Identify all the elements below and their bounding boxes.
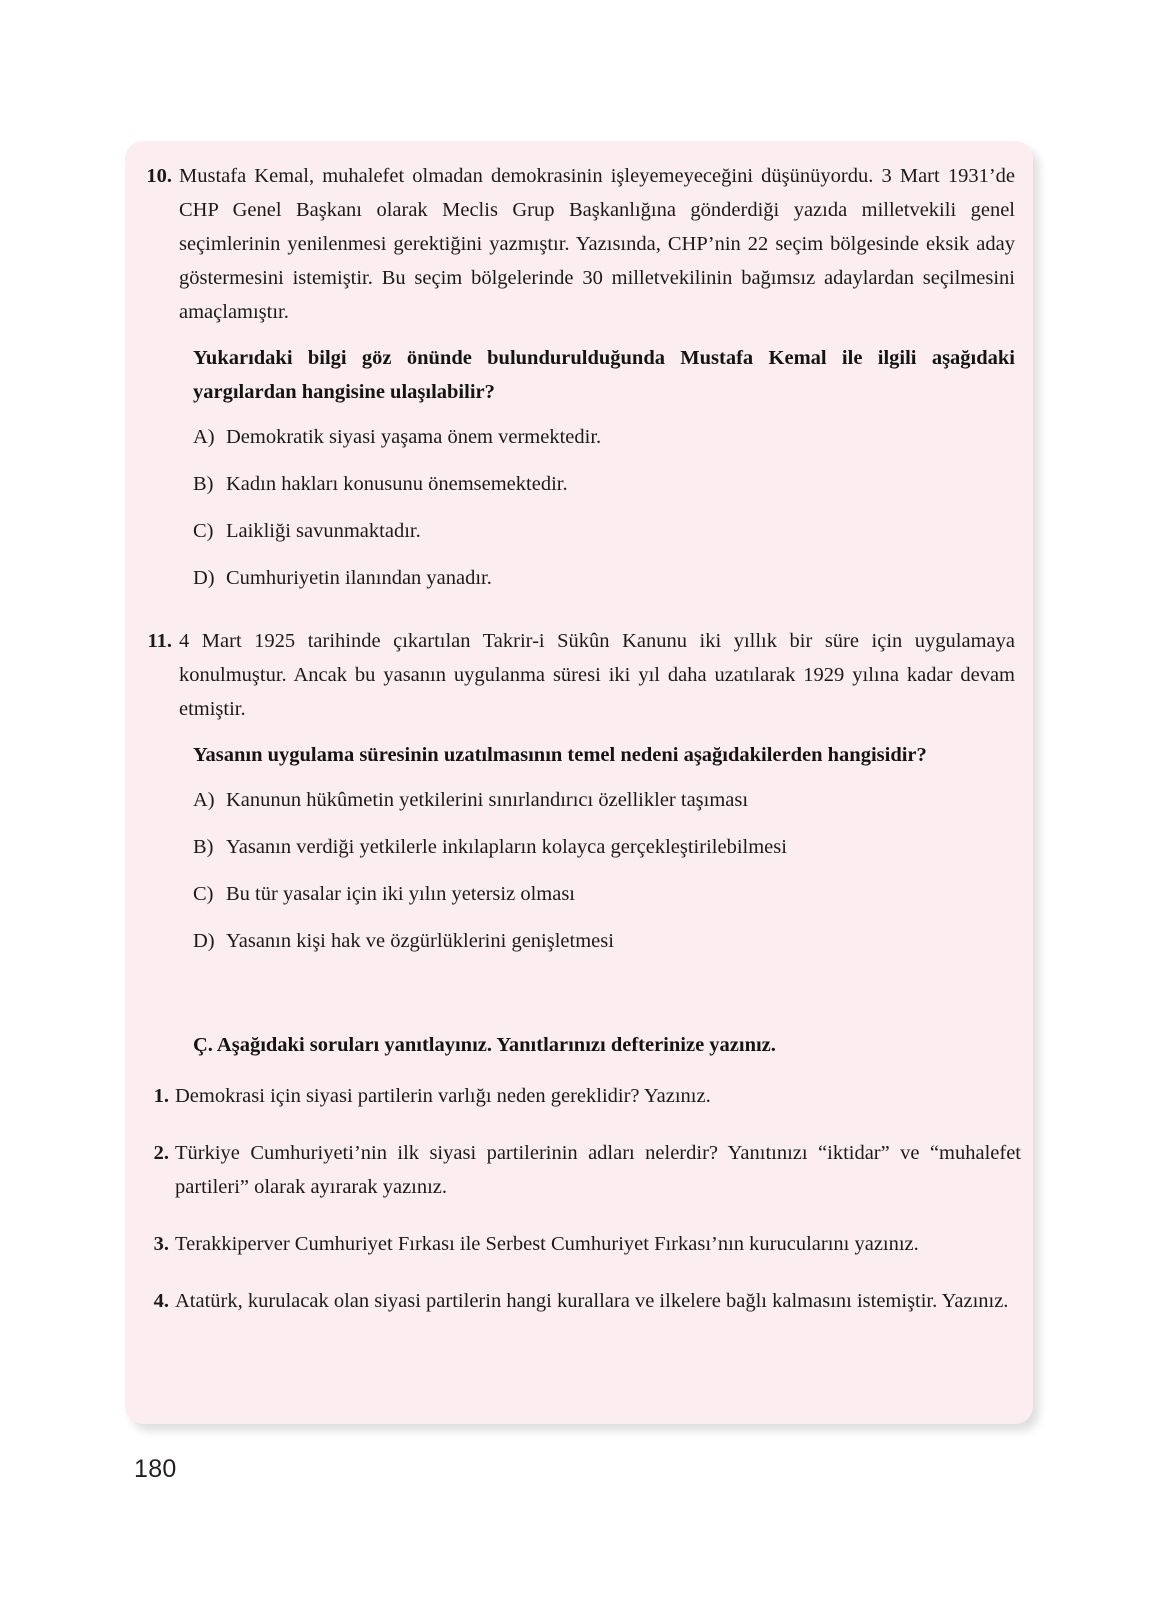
- question-stem-row: [143, 624, 1015, 726]
- question-block-11: [143, 624, 1015, 958]
- option-letter: D): [193, 567, 215, 589]
- option-letter: A): [193, 426, 215, 448]
- option-item[interactable]: [193, 420, 1015, 454]
- open-question-number: 3.: [153, 1233, 169, 1255]
- option-text: Demokratik siyasi yaşama önem vermektedir.: [226, 426, 602, 448]
- question-number: 11.: [147, 630, 172, 652]
- panel-inner: [125, 141, 1033, 1424]
- option-item[interactable]: [193, 561, 1015, 595]
- option-text: Yasanın verdiği yetkilerle inkılapların kolayca gerçekleştirilebilmesi: [226, 836, 787, 858]
- option-text: Yasanın kişi hak ve özgürlüklerini genişletmesi: [226, 930, 614, 952]
- option-letter: B): [193, 836, 214, 858]
- question-block-10: [143, 159, 1015, 595]
- option-item[interactable]: [193, 830, 1015, 864]
- open-question-1: [143, 1079, 1021, 1113]
- section-heading-c: Ç. Aşağıdaki soruları yanıtlayınız. Yanıtlarınızı defterinize yazınız.: [193, 1034, 776, 1056]
- option-letter: C): [193, 883, 214, 905]
- option-item[interactable]: [193, 783, 1015, 817]
- option-letter: A): [193, 789, 215, 811]
- open-question-number: 2.: [153, 1142, 169, 1164]
- option-item[interactable]: [193, 514, 1015, 548]
- open-question-2: [143, 1136, 1021, 1204]
- option-text: Kadın hakları konusunu önemsemektedir.: [226, 473, 568, 495]
- option-letter: B): [193, 473, 214, 495]
- option-item[interactable]: [193, 467, 1015, 501]
- open-question-3: [143, 1227, 1021, 1261]
- option-item[interactable]: [193, 877, 1015, 911]
- option-letter: C): [193, 520, 214, 542]
- content-panel: [125, 141, 1033, 1424]
- question-prompt: Yukarıdaki bilgi göz önünde bulundurulduğunda Mustafa Kemal ile ilgili aşağıdaki yargılardan hangisine ulaşılabilir?: [193, 347, 1015, 403]
- option-text: Bu tür yasalar için iki yılın yetersiz olması: [226, 883, 575, 905]
- question-prompt: Yasanın uygulama süresinin uzatılmasının temel nedeni aşağıdakilerden hangisidir?: [193, 744, 927, 766]
- question-stem-row: [143, 159, 1015, 329]
- open-question-4: [143, 1284, 1021, 1318]
- open-question-number: 4.: [153, 1290, 169, 1312]
- open-question-number: 1.: [153, 1085, 169, 1107]
- option-item[interactable]: [193, 924, 1015, 958]
- page-number: 180: [134, 1455, 177, 1483]
- option-text: Kanunun hükûmetin yetkilerini sınırlandırıcı özellikler taşıması: [226, 789, 749, 811]
- option-text: Cumhuriyetin ilanından yanadır.: [226, 567, 492, 589]
- open-question-text: Türkiye Cumhuriyeti’nin ilk siyasi partilerinin adları nelerdir? Yanıtınızı “iktidar” ve “muhalefet partileri” olarak ayırarak yazınız.: [175, 1142, 1021, 1198]
- option-text: Laikliği savunmaktadır.: [226, 520, 421, 542]
- open-question-text: Atatürk, kurulacak olan siyasi partilerin hangi kurallara ve ilkelere bağlı kalmasını istemiştir. Yazınız.: [175, 1290, 1009, 1312]
- open-question-text: Demokrasi için siyasi partilerin varlığı neden gereklidir? Yazınız.: [175, 1085, 711, 1107]
- question-stem: 4 Mart 1925 tarihinde çıkartılan Takrir-i Sükûn Kanunu iki yıllık bir süre için uygulamaya konulmuştur. Ancak bu yasanın uygulanma süresi iki yıl daha uzatılarak 1929 yılına kadar devam etmiştir.: [179, 630, 1015, 720]
- question-stem: Mustafa Kemal, muhalefet olmadan demokrasinin işleyemeyeceğini düşünüyordu. 3 Mart 1931’de CHP Genel Başkanı olarak Meclis Grup Başkanlığına gönderdiği yazıda milletvekili genel seçimlerinin yenilenmesi gerektiğini yazmıştır. Yazısında, CHP’nin 22 seçim bölgesinde eksik aday göstermesini istemiştir. Bu seçim bölgelerinde 30 milletvekilinin bağımsız adaylardan seçilmesini amaçlamıştır.: [179, 165, 1015, 323]
- question-options: [143, 420, 1015, 595]
- question-number: 10.: [146, 165, 172, 187]
- option-letter: D): [193, 930, 215, 952]
- open-question-text: Terakkiperver Cumhuriyet Fırkası ile Serbest Cumhuriyet Fırkası’nın kurucularını yazınız.: [175, 1233, 919, 1255]
- question-options: [143, 783, 1015, 958]
